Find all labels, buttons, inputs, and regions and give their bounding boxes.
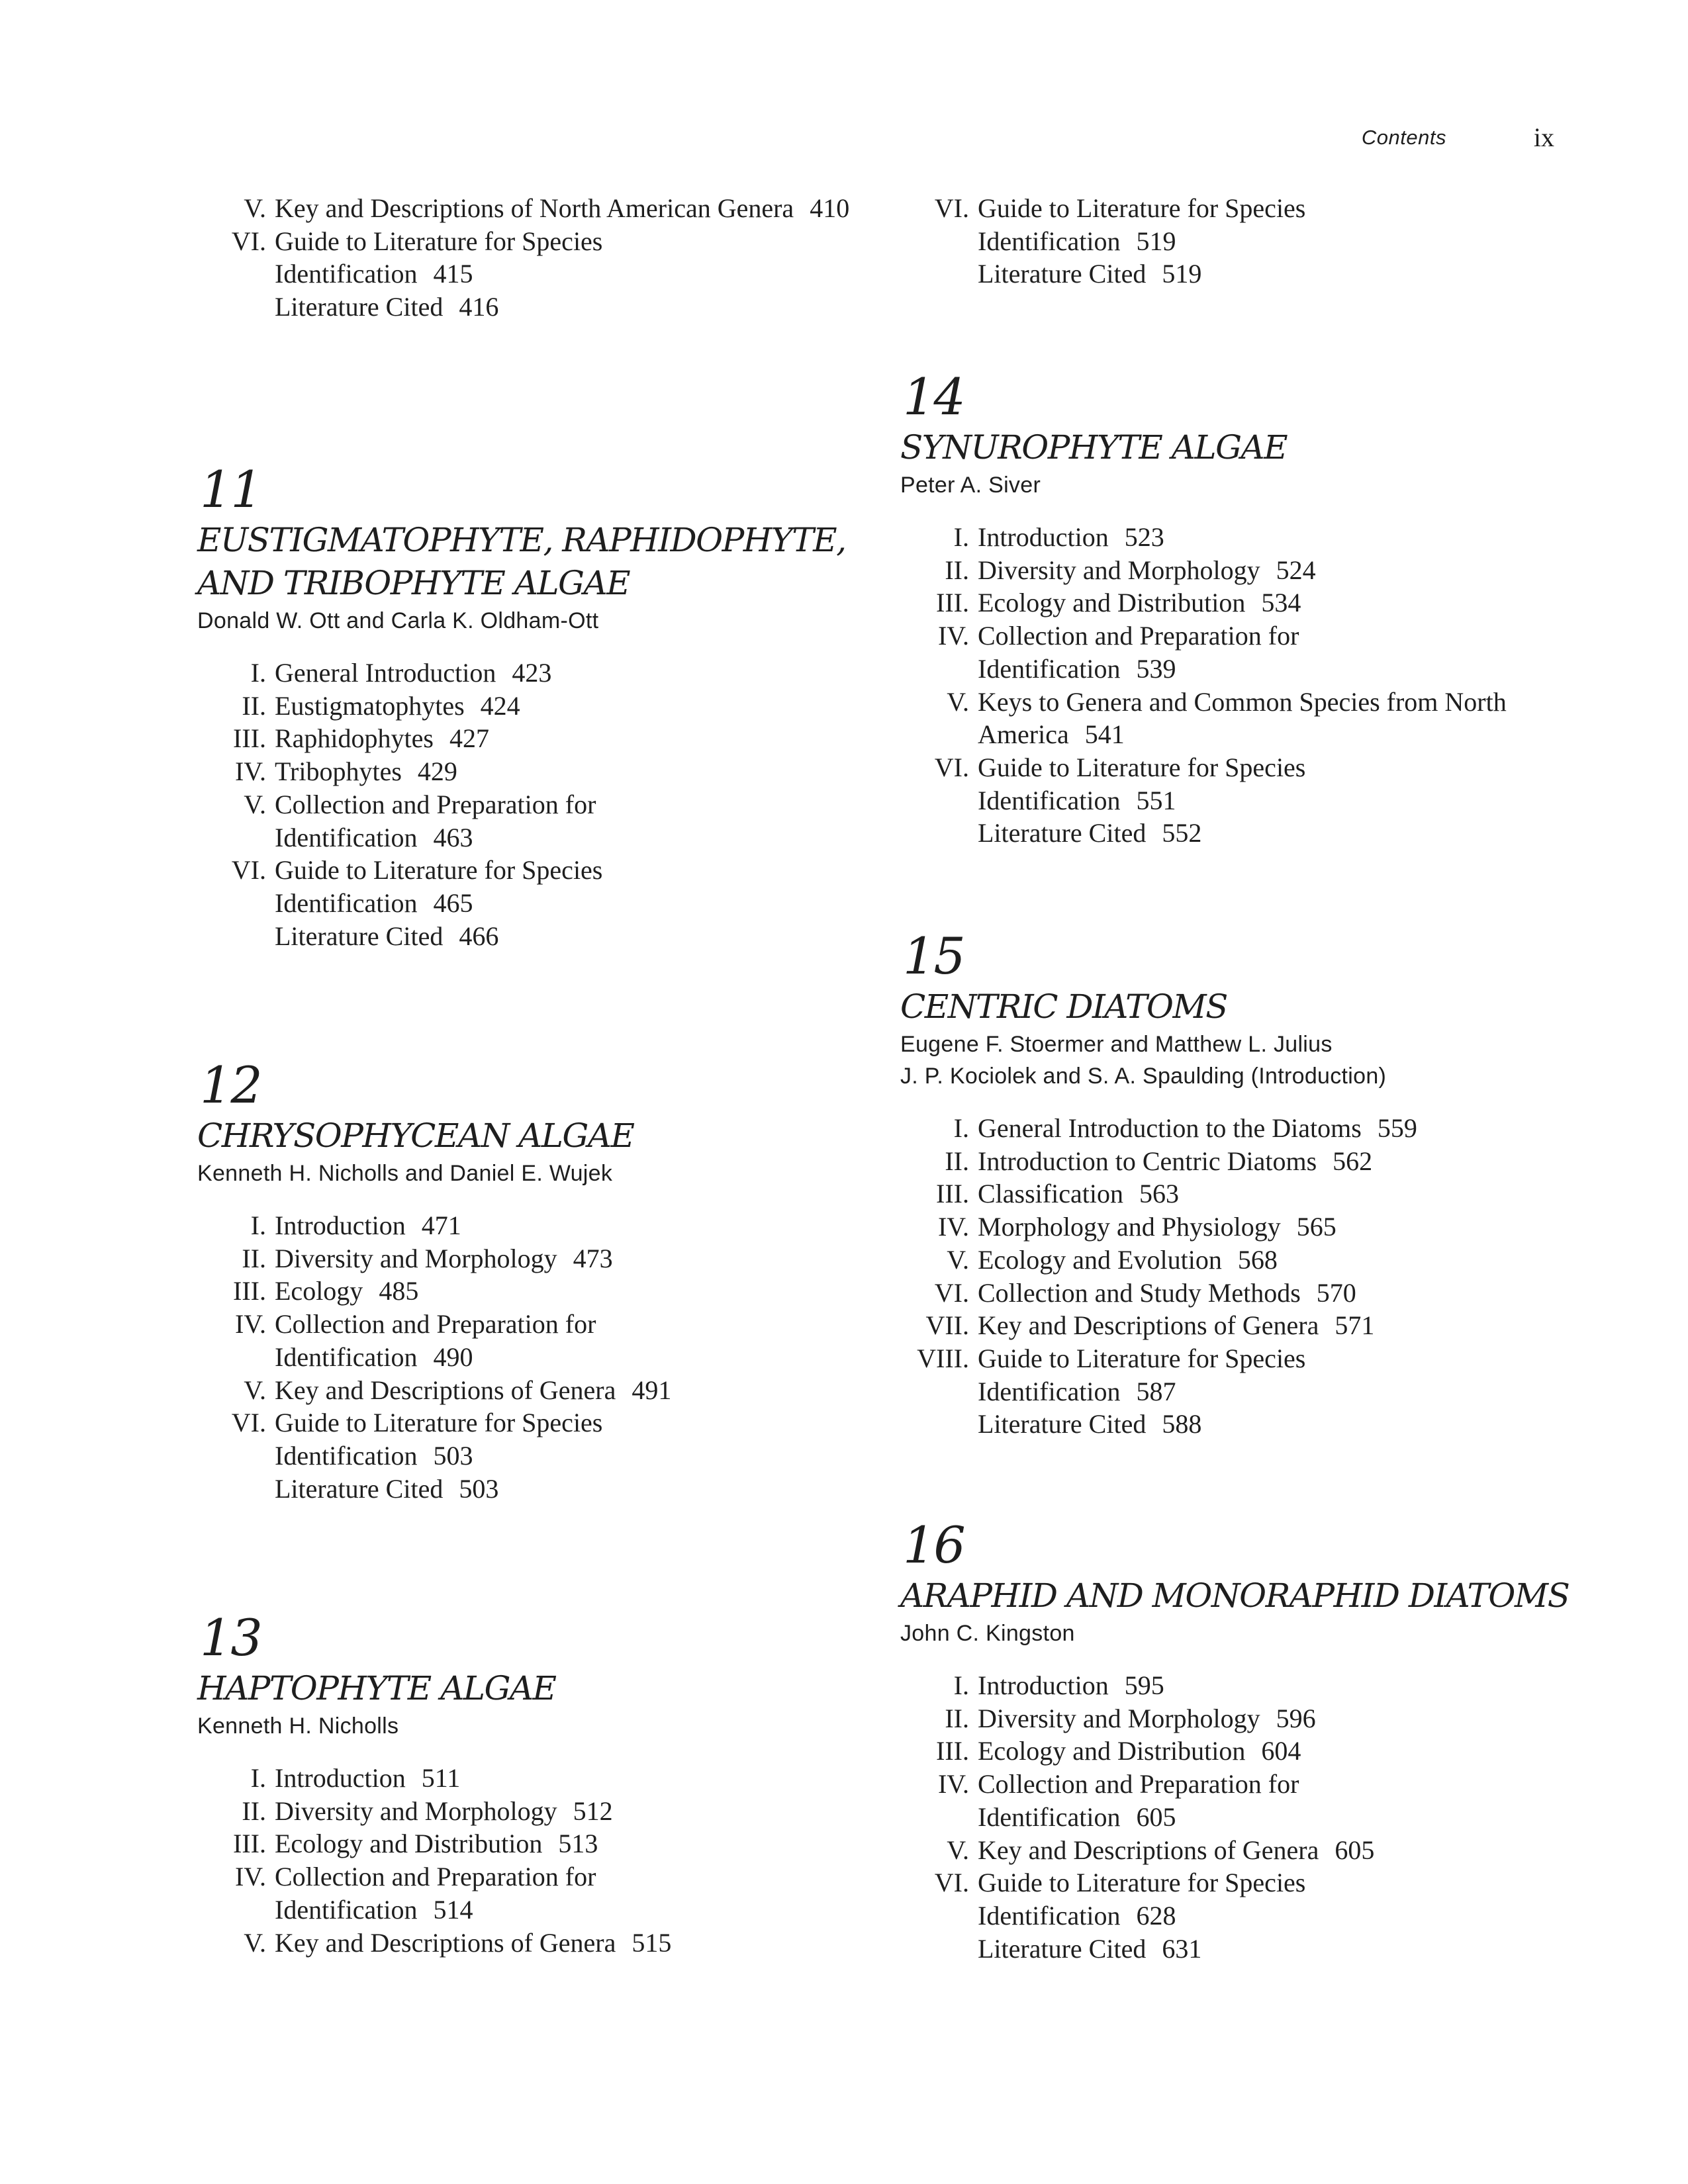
chapter-number: 11 bbox=[200, 460, 261, 519]
chapter-authors: Kenneth H. Nicholls bbox=[197, 1713, 399, 1739]
toc-item[interactable]: II. Introduction to Centric Diatoms 562 bbox=[945, 1146, 1373, 1176]
literature-cited[interactable]: Literature Cited 519 bbox=[978, 259, 1202, 289]
toc-item[interactable]: V. Collection and Preparation for Identification 463 bbox=[244, 789, 596, 852]
chapter-authors: John C. Kingston bbox=[900, 1621, 1075, 1646]
toc-list bbox=[900, 521, 1642, 850]
chapter-authors: Eugene F. Stoermer and Matthew L. Julius J. P. Kociolek and S. A. Spaulding (Introduction) bbox=[900, 1032, 1387, 1089]
chapter-title[interactable]: EUSTIGMATOPHYTE, RAPHIDOPHYTE, AND TRIBOPHYTE ALGAE bbox=[197, 521, 846, 602]
chapter-title[interactable]: CENTRIC DIATOMS bbox=[900, 987, 1227, 1026]
toc-item[interactable]: II. Eustigmatophytes 424 bbox=[242, 690, 520, 721]
toc-list bbox=[197, 657, 939, 952]
literature-cited[interactable]: Literature Cited 503 bbox=[275, 1473, 499, 1504]
toc-item[interactable]: VI. Guide to Literature for Species Identification 503 bbox=[231, 1408, 603, 1471]
toc-item[interactable]: V. Ecology and Evolution 568 bbox=[947, 1244, 1278, 1275]
toc-item[interactable]: IV. Morphology and Physiology 565 bbox=[937, 1212, 1336, 1242]
literature-cited[interactable]: Literature Cited 416 bbox=[275, 292, 499, 322]
toc-item[interactable]: III. Ecology and Distribution 513 bbox=[233, 1829, 598, 1859]
toc-item[interactable]: IV. Collection and Preparation for Identification 539 bbox=[937, 621, 1299, 684]
chapter-14 bbox=[900, 367, 1642, 850]
chapter-title[interactable]: SYNUROPHYTE ALGAE bbox=[900, 428, 1288, 467]
toc-item[interactable]: V. Key and Descriptions of Genera 515 bbox=[244, 1927, 672, 1958]
toc-item[interactable]: VI. Guide to Literature for Species Identification 628 bbox=[934, 1868, 1306, 1931]
chapter-authors: Donald W. Ott and Carla K. Oldham-Ott bbox=[197, 608, 599, 633]
toc-item[interactable]: I. Introduction 523 bbox=[953, 522, 1164, 552]
toc-item[interactable]: III. Classification 563 bbox=[936, 1179, 1179, 1209]
toc-item[interactable]: III. Ecology and Distribution 604 bbox=[936, 1736, 1301, 1766]
toc-item[interactable]: II. Diversity and Morphology 596 bbox=[945, 1703, 1316, 1733]
toc-item[interactable]: VI. Guide to Literature for Species Identification 551 bbox=[934, 752, 1306, 815]
toc-item[interactable]: I. Introduction 471 bbox=[250, 1210, 461, 1240]
chapter-title[interactable]: HAPTOPHYTE ALGAE bbox=[197, 1669, 556, 1707]
toc-item[interactable]: I. Introduction 511 bbox=[250, 1763, 461, 1793]
toc-item[interactable]: VII. Key and Descriptions of Genera 571 bbox=[925, 1310, 1375, 1341]
toc-item[interactable]: IV. Collection and Preparation for Identification 490 bbox=[234, 1309, 596, 1372]
toc-item[interactable]: II. Diversity and Morphology 512 bbox=[242, 1796, 613, 1826]
toc-item[interactable]: I. Introduction 595 bbox=[953, 1670, 1164, 1700]
toc-list bbox=[197, 1762, 939, 1959]
toc-item[interactable]: V. Key and Descriptions of Genera 605 bbox=[947, 1835, 1375, 1865]
literature-cited[interactable]: Literature Cited 466 bbox=[275, 921, 499, 951]
toc-list bbox=[197, 1209, 939, 1505]
toc-item[interactable]: VIII. Guide to Literature for Species Identification 587 bbox=[917, 1343, 1306, 1406]
chapter-13 bbox=[197, 1608, 939, 1959]
chapter-number: 12 bbox=[200, 1056, 261, 1115]
chapter-title[interactable]: CHRYSOPHYCEAN ALGAE bbox=[197, 1116, 634, 1155]
continued-section-right bbox=[900, 192, 1642, 291]
chapter-number: 15 bbox=[903, 927, 964, 985]
toc-item[interactable]: II. Diversity and Morphology 473 bbox=[242, 1243, 613, 1273]
chapter-authors: Kenneth H. Nicholls and Daniel E. Wujek bbox=[197, 1161, 613, 1186]
toc-item[interactable]: IV. Tribophytes 429 bbox=[234, 756, 457, 787]
toc-item[interactable]: VI. Collection and Study Methods 570 bbox=[934, 1277, 1356, 1308]
toc-item[interactable]: VI. Guide to Literature for Species Identification 465 bbox=[231, 855, 603, 918]
toc-item[interactable]: V. Key and Descriptions of Genera 491 bbox=[244, 1375, 672, 1405]
toc-list bbox=[197, 192, 939, 324]
running-head bbox=[1350, 123, 1562, 156]
toc-item[interactable]: VI. Guide to Literature for Species Identification 519 bbox=[934, 193, 1306, 256]
literature-cited[interactable]: Literature Cited 552 bbox=[978, 818, 1202, 848]
toc-list bbox=[900, 1669, 1642, 1965]
toc-item[interactable]: I. General Introduction 423 bbox=[250, 658, 552, 688]
toc-item[interactable]: III. Raphidophytes 427 bbox=[233, 723, 489, 754]
toc-item[interactable]: III. Ecology and Distribution 534 bbox=[936, 588, 1301, 618]
literature-cited[interactable]: Literature Cited 588 bbox=[978, 1409, 1202, 1439]
chapter-15 bbox=[900, 927, 1642, 1441]
continued-section-left bbox=[197, 192, 939, 324]
toc-item[interactable]: V. Keys to Genera and Common Species from North America 541 bbox=[947, 686, 1507, 750]
toc-list bbox=[900, 1112, 1642, 1441]
toc-item[interactable]: II. Diversity and Morphology 524 bbox=[945, 555, 1316, 585]
chapter-number: 14 bbox=[903, 367, 964, 426]
toc-item[interactable]: I. General Introduction to the Diatoms 559 bbox=[953, 1113, 1417, 1143]
toc-list bbox=[900, 192, 1642, 291]
literature-cited[interactable]: Literature Cited 631 bbox=[978, 1933, 1202, 1964]
running-head-title: Contents bbox=[1361, 126, 1446, 149]
toc-item[interactable]: V. Key and Descriptions of North American Genera 410 bbox=[244, 193, 850, 223]
chapter-authors: Peter A. Siver bbox=[900, 473, 1041, 498]
toc-item[interactable]: III. Ecology 485 bbox=[233, 1276, 419, 1306]
chapter-number: 13 bbox=[200, 1608, 261, 1667]
chapter-12 bbox=[197, 1056, 939, 1505]
chapter-11 bbox=[197, 460, 939, 952]
chapter-number: 16 bbox=[903, 1516, 964, 1574]
page-number: ix bbox=[1533, 122, 1554, 152]
toc-item[interactable]: VI. Guide to Literature for Species Identification 415 bbox=[231, 226, 603, 289]
toc-item[interactable]: IV. Collection and Preparation for Identification 514 bbox=[234, 1862, 596, 1925]
toc-item[interactable]: IV. Collection and Preparation for Identification 605 bbox=[937, 1769, 1299, 1832]
chapter-16 bbox=[900, 1516, 1642, 1965]
chapter-title[interactable]: ARAPHID AND MONORAPHID DIATOMS bbox=[900, 1576, 1570, 1615]
